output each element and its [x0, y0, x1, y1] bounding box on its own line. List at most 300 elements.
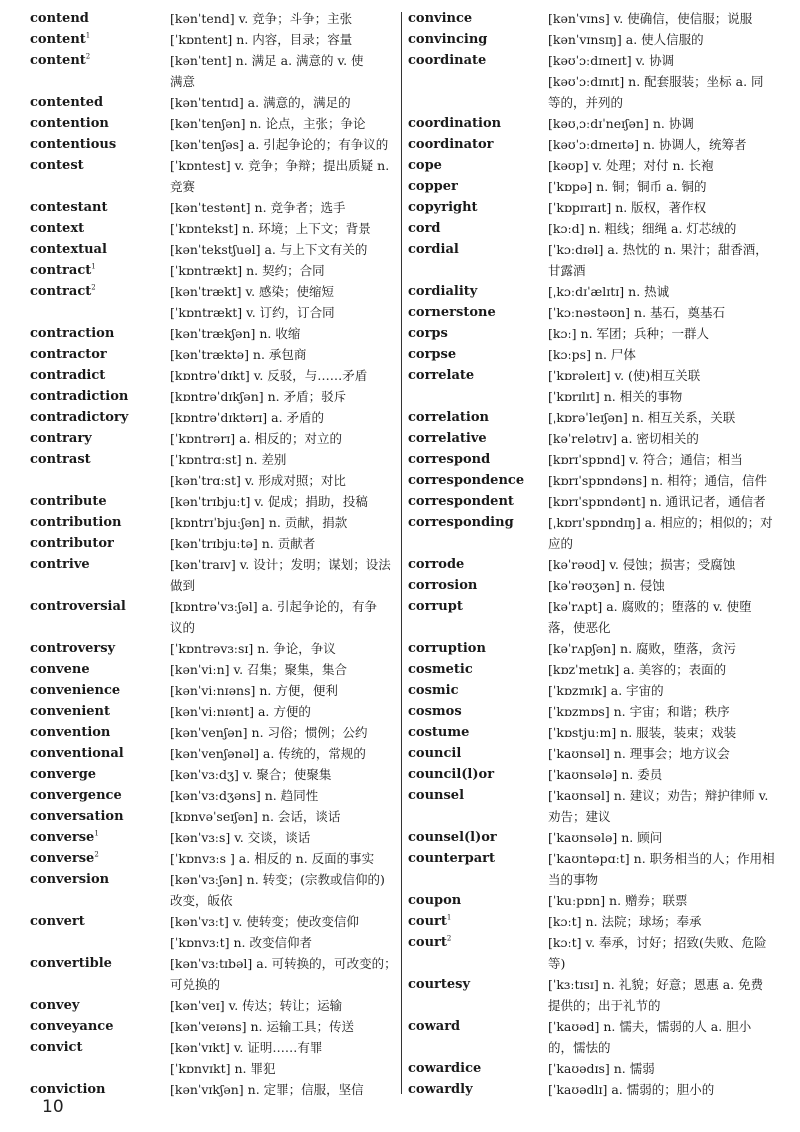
dictionary-entry — [30, 1016, 394, 1037]
headword-text: converse — [30, 851, 95, 866]
dictionary-entry — [408, 596, 772, 638]
definition-line: [kɒrɪˈspɒndənt] n. 通讯记者，通信者 — [548, 494, 766, 509]
headword — [408, 785, 548, 806]
headword-text: counterpart — [408, 851, 495, 866]
definition — [170, 743, 394, 764]
definition — [548, 1016, 772, 1058]
headword-text: contextual — [30, 242, 107, 257]
definition — [548, 50, 772, 113]
definition — [548, 785, 772, 827]
headword-text: controversial — [30, 599, 126, 614]
headword-text: contend — [30, 11, 89, 26]
headword — [408, 848, 548, 869]
definition-line: [kəˈrelətɪv] a. 密切相关的 — [548, 431, 699, 446]
headword — [408, 281, 548, 302]
definition-line: [kənˈvɜːs] v. 交谈，谈话 — [170, 830, 311, 845]
definition-line: [ˈkaʊnsəl] n. 理事会；地方议会 — [548, 746, 730, 761]
dictionary-entry — [408, 827, 772, 848]
definition — [170, 8, 394, 29]
dictionary-entry — [30, 239, 394, 260]
headword — [30, 197, 170, 218]
headword-text: contradictory — [30, 410, 129, 425]
definition — [170, 386, 394, 407]
headword — [408, 134, 548, 155]
headword — [30, 8, 170, 29]
definition — [548, 827, 772, 848]
definition — [548, 680, 772, 701]
definition — [548, 323, 772, 344]
headword-text: corrode — [408, 557, 465, 572]
definition — [548, 197, 772, 218]
definition — [170, 953, 397, 995]
definition-line: [ˈkɒntent] n. 内容，目录；容量 — [170, 32, 353, 47]
definition-line: [ˈkɒntrækt] n. 契约；合同 — [170, 263, 325, 278]
dictionary-entry — [408, 428, 772, 449]
headword-text: coward — [408, 1019, 461, 1034]
definition-line: [ˈkɒnvɜːs ] a. 相反的 n. 反面的事实 — [170, 851, 375, 866]
dictionary-entry — [30, 995, 394, 1016]
definition-line: [kəʊˈɔːdɪneɪtə] n. 协调人，统筹者 — [548, 137, 747, 152]
left-column — [30, 8, 397, 1100]
definition-line: 满意 — [170, 74, 196, 89]
dictionary-entry — [408, 8, 772, 29]
headword-text: contented — [30, 95, 104, 110]
headword — [408, 407, 548, 428]
dictionary-entry — [30, 680, 394, 701]
dictionary-entry — [408, 470, 772, 491]
definition-line: [ˈkɒpɪraɪt] n. 版权，著作权 — [548, 200, 707, 215]
definition-line: [ˈkɔːnəstəʊn] n. 基石，奠基石 — [548, 305, 726, 320]
headword-text: correlative — [408, 431, 487, 446]
headword — [408, 302, 548, 323]
dictionary-entry — [30, 764, 394, 785]
dictionary-entry — [30, 953, 397, 995]
definition-line: 甘露酒 — [548, 263, 586, 278]
dictionary-entry — [30, 323, 394, 344]
definition-line: [ˈkɔːdɪəl] a. 热忱的 n. 果汁；甜香酒， — [548, 242, 768, 257]
definition — [170, 50, 394, 92]
dictionary-entry — [408, 554, 772, 575]
definition — [548, 638, 772, 659]
dictionary-entry — [30, 134, 394, 155]
definition-line: [kənˈvɪkt] v. 证明……有罪 — [170, 1040, 323, 1055]
definition — [548, 218, 772, 239]
headword — [30, 491, 170, 512]
dictionary-entry — [408, 218, 772, 239]
headword — [30, 1016, 170, 1037]
headword — [30, 806, 170, 827]
headword — [408, 512, 548, 533]
headword — [408, 365, 548, 386]
headword — [408, 554, 548, 575]
definition — [548, 449, 772, 470]
definition — [548, 29, 772, 50]
headword — [30, 428, 170, 449]
dictionary-entry — [408, 701, 772, 722]
definition-line: 劝告；建议 — [548, 809, 611, 824]
headword-text: cordiality — [408, 284, 478, 299]
definition-line: [kəʊp] v. 处理；对付 n. 长袍 — [548, 158, 714, 173]
headword — [30, 785, 170, 806]
dictionary-entry — [408, 743, 772, 764]
dictionary-entry — [408, 197, 772, 218]
dictionary-entry — [408, 659, 772, 680]
headword-text: convenient — [30, 704, 110, 719]
definition-line: [kɒnvəˈseɪʃən] n. 会话，谈话 — [170, 809, 341, 824]
headword — [408, 29, 548, 50]
definition-line: [ˈkɒntest] v. 竞争；争辩；提出质疑 n. — [170, 158, 390, 173]
headword — [408, 50, 548, 71]
definition-line: [kənˈtentɪd] a. 满意的，满足的 — [170, 95, 351, 110]
definition-line: [ˈkaʊnsələ] n. 顾问 — [548, 830, 663, 845]
homonym-number: 1 — [94, 829, 99, 838]
right-column — [408, 8, 775, 1100]
definition-line: [ˈkaʊəd] n. 懦夫，懦弱的人 a. 胆小 — [548, 1019, 752, 1034]
definition-line: [kəˈrʌpʃən] n. 腐败，堕落，贪污 — [548, 641, 737, 656]
headword-text: conversation — [30, 809, 124, 824]
definition — [170, 785, 394, 806]
dictionary-entry — [30, 29, 394, 50]
definition-line: [kəʊˈɔːdɪnɪt] n. 配套服装；坐标 a. 同 — [548, 74, 764, 89]
definition-line: [kəˈrʌpt] a. 腐败的；堕落的 v. 使堕 — [548, 599, 752, 614]
definition-line: [ˈkɒstjuːm] n. 服装，装束；戏装 — [548, 725, 737, 740]
dictionary-entry — [408, 764, 772, 785]
dictionary-entry — [30, 827, 394, 848]
definition-line: [kənˈvɪkʃən] n. 定罪；信服，坚信 — [170, 1082, 364, 1097]
definition-line: [ˈkɒzmɪk] a. 宇宙的 — [548, 683, 664, 698]
headword — [408, 491, 548, 512]
definition — [170, 407, 394, 428]
definition — [548, 554, 772, 575]
headword-text: contribute — [30, 494, 107, 509]
dictionary-entry — [30, 638, 394, 659]
headword — [408, 827, 548, 848]
headword — [30, 764, 170, 785]
headword — [30, 512, 170, 533]
dictionary-entry — [30, 512, 394, 533]
homonym-number: 2 — [446, 934, 452, 943]
headword — [408, 239, 548, 260]
homonym-number: 2 — [94, 850, 99, 859]
definition — [548, 722, 772, 743]
headword — [30, 344, 170, 365]
definition — [170, 134, 394, 155]
definition — [170, 155, 394, 197]
definition — [170, 638, 394, 659]
dictionary-entry — [408, 848, 775, 890]
dictionary-entry — [30, 386, 394, 407]
headword — [408, 701, 548, 722]
headword — [30, 638, 170, 659]
headword-text: contradiction — [30, 389, 129, 404]
definition-line: 竞赛 — [170, 179, 196, 194]
headword-text: court — [408, 914, 447, 929]
dictionary-entry — [30, 701, 394, 722]
definition-line: [ˌkɒrɪˈspɒndɪŋ] a. 相应的；相似的；对 — [548, 515, 773, 530]
headword-text: contentious — [30, 137, 117, 152]
dictionary-entry — [30, 785, 394, 806]
headword-text: contraction — [30, 326, 115, 341]
headword-text: copper — [408, 179, 458, 194]
definition — [170, 596, 394, 638]
definition-line: [ˈkɒnvɪkt] n. 罪犯 — [170, 1061, 276, 1076]
definition-line: [kənˈtræktə] n. 承包商 — [170, 347, 307, 362]
headword-text: contrive — [30, 557, 90, 572]
headword — [408, 659, 548, 680]
definition — [170, 1079, 394, 1100]
dictionary-entry — [408, 932, 772, 974]
dictionary-entry — [408, 407, 772, 428]
definition — [548, 1079, 772, 1100]
headword — [408, 113, 548, 134]
definition — [170, 701, 394, 722]
homonym-number: 2 — [91, 283, 96, 292]
dictionary-entry — [30, 407, 394, 428]
dictionary-entry — [30, 449, 394, 491]
headword — [30, 533, 170, 554]
page-number: 10 — [42, 1097, 64, 1117]
dictionary-entry — [408, 50, 772, 113]
headword — [30, 596, 170, 617]
definition-line: [ˈkɒzmɒs] n. 宇宙；和谐；秩序 — [548, 704, 730, 719]
definition — [548, 974, 772, 1016]
headword-text: corrosion — [408, 578, 478, 593]
headword — [408, 932, 548, 953]
dictionary-entry — [30, 554, 394, 596]
definition-line: [kɒrɪˈspɒnd] v. 符合；通信；相当 — [548, 452, 743, 467]
dictionary-entry — [30, 743, 394, 764]
definition-line: 可兑换的 — [170, 977, 221, 992]
definition-line: [kənˈviːn] v. 召集；聚集，集合 — [170, 662, 348, 677]
definition — [548, 239, 772, 281]
definition — [170, 869, 394, 911]
definition-line: [kənˈtrɪbjuːtə] n. 贡献者 — [170, 536, 316, 551]
headword — [30, 659, 170, 680]
definition-line: [kənˈvɜːʃən] n. 转变；(宗教或信仰的) — [170, 872, 385, 887]
headword-text: contestant — [30, 200, 108, 215]
definition-line: 应的 — [548, 536, 574, 551]
definition — [170, 722, 394, 743]
definition — [548, 659, 772, 680]
definition-line: [kənˈtekstʃuəl] a. 与上下文有关的 — [170, 242, 368, 257]
headword-text: converge — [30, 767, 97, 782]
dictionary-entry — [30, 365, 394, 386]
headword — [30, 281, 170, 302]
definition — [548, 155, 772, 176]
headword-text: copyright — [408, 200, 478, 215]
definition-line: [kɒntrəˈdɪktərɪ] a. 矛盾的 — [170, 410, 325, 425]
headword-text: corrupt — [408, 599, 463, 614]
headword-text: cosmetic — [408, 662, 473, 677]
definition — [548, 743, 772, 764]
definition-line: 的，懦怯的 — [548, 1040, 611, 1055]
dictionary-entry — [408, 1016, 772, 1058]
dictionary-entry — [408, 512, 772, 554]
definition — [170, 827, 394, 848]
dictionary-entry — [408, 134, 772, 155]
definition-line: [kənˈvenʃənəl] a. 传统的，常规的 — [170, 746, 366, 761]
definition — [548, 428, 772, 449]
headword — [30, 743, 170, 764]
definition-line: [kɔːd] n. 粗线；细绳 a. 灯芯绒的 — [548, 221, 737, 236]
definition-line: [kənˈtrækt] v. 感染；使缩短 — [170, 284, 335, 299]
headword-text: coordination — [408, 116, 502, 131]
headword-text: contribution — [30, 515, 122, 530]
headword-text: convertible — [30, 956, 112, 971]
definition — [170, 323, 394, 344]
definition-line: [kɒntrəˈdɪkʃən] n. 矛盾；驳斥 — [170, 389, 347, 404]
headword — [408, 470, 548, 491]
headword — [30, 113, 170, 134]
definition — [548, 281, 772, 302]
homonym-number: 2 — [85, 52, 91, 61]
dictionary-entry — [408, 239, 772, 281]
definition — [548, 512, 773, 554]
dictionary-entry — [30, 428, 394, 449]
headword-text: content — [30, 32, 86, 47]
definition-line: [ˈkɒrəleɪt] v. (使)相互关联 — [548, 368, 701, 383]
column-divider — [401, 12, 402, 1094]
definition-line: [kɔːt] n. 法院；球场；奉承 — [548, 914, 702, 929]
headword — [30, 134, 170, 155]
dictionary-entry — [30, 848, 394, 869]
definition-line: [kənˈviːnɪənt] a. 方便的 — [170, 704, 311, 719]
headword-text: cordial — [408, 242, 459, 257]
dictionary-entry — [30, 1037, 394, 1079]
definition-line: [kənˈtrɑːst] v. 形成对照；对比 — [170, 473, 346, 488]
dictionary-entry — [408, 785, 772, 827]
definition — [548, 596, 772, 638]
headword — [408, 890, 548, 911]
headword-text: contradict — [30, 368, 106, 383]
definition — [548, 134, 772, 155]
definition-line: [kənˈvɪnsɪŋ] a. 使人信服的 — [548, 32, 704, 47]
headword — [30, 260, 170, 281]
headword-text: controversy — [30, 641, 116, 656]
definition-line: 落，使恶化 — [548, 620, 611, 635]
headword-text: cowardly — [408, 1082, 473, 1097]
definition-line: [ˌkɔːdɪˈælɪtɪ] n. 热诚 — [548, 284, 670, 299]
headword-text: correspondence — [408, 473, 525, 488]
dictionary-entry — [408, 680, 772, 701]
definition-line: [kɔːt] v. 奉承，讨好；招致(失败、危险 — [548, 935, 767, 950]
definition-line: [kənˈtenʃən] n. 论点，主张；争论 — [170, 116, 366, 131]
headword — [408, 8, 548, 29]
headword-text: contention — [30, 116, 109, 131]
definition-line: [kənˈtenʃəs] a. 引起争论的；有争议的 — [170, 137, 389, 152]
definition-line: [kənˈvɜːdʒəns] n. 趋同性 — [170, 788, 319, 803]
headword — [30, 386, 170, 407]
headword-text: court — [408, 935, 447, 950]
dictionary-entry — [408, 575, 772, 596]
dictionary-entry — [30, 596, 394, 638]
headword — [30, 92, 170, 113]
dictionary-entry — [408, 491, 772, 512]
dictionary-entry — [30, 92, 394, 113]
headword-text: corruption — [408, 641, 486, 656]
definition-line: [ˈkaʊnsəl] n. 建议；劝告；辩护律师 v. — [548, 788, 769, 803]
dictionary-entry — [30, 806, 394, 827]
definition-line: [kənˈveɪ] v. 传达；转让；运输 — [170, 998, 343, 1013]
headword-text: corps — [408, 326, 448, 341]
headword — [408, 974, 548, 995]
definition-line: [kɔː] n. 军团；兵种；一群人 — [548, 326, 710, 341]
definition-line: [kɔːps] n. 尸体 — [548, 347, 636, 362]
headword-text: context — [30, 221, 85, 236]
definition-line: [kənˈvɪns] v. 使确信，使信服；说服 — [548, 11, 753, 26]
dictionary-entry — [408, 176, 772, 197]
headword-text: correspondent — [408, 494, 514, 509]
dictionary-entry — [30, 491, 394, 512]
definition — [548, 701, 772, 722]
dictionary-entry — [30, 533, 394, 554]
headword-text: correspond — [408, 452, 491, 467]
definition — [170, 911, 394, 953]
definition — [170, 680, 394, 701]
definition-line: 提供的；出于礼节的 — [548, 998, 661, 1013]
definition-line: [kɒntrəˈvɜːʃəl] a. 引起争论的，有争 — [170, 599, 378, 614]
dictionary-entry — [30, 155, 394, 197]
definition — [170, 1037, 394, 1079]
headword-text: convergence — [30, 788, 122, 803]
dictionary-entry — [30, 911, 394, 953]
definition — [170, 554, 394, 596]
dictionary-entry — [408, 974, 772, 1016]
headword-text: counsel — [408, 788, 465, 803]
dictionary-entry — [408, 113, 772, 134]
definition — [170, 197, 394, 218]
headword — [408, 1058, 548, 1079]
definition-line: [ˈkaʊntəpɑːt] n. 职务相当的人；作用相 — [548, 851, 775, 866]
definition — [548, 764, 772, 785]
headword-text: costume — [408, 725, 470, 740]
definition-line: [kənˈvɜːt] v. 使转变；使改变信仰 — [170, 914, 359, 929]
headword-text: convention — [30, 725, 111, 740]
definition-line: [ˈkɒntrækt] v. 订约，订合同 — [170, 305, 335, 320]
definition-line: [kənˈtestənt] n. 竞争者；选手 — [170, 200, 346, 215]
headword — [30, 155, 170, 176]
headword-text: convincing — [408, 32, 488, 47]
dictionary-entry — [408, 890, 772, 911]
headword-text: cornerstone — [408, 305, 496, 320]
definition — [548, 407, 772, 428]
definition-line: 改变，皈依 — [170, 893, 233, 908]
dictionary-entry — [408, 449, 772, 470]
dictionary-entry — [30, 659, 394, 680]
definition — [548, 113, 772, 134]
headword — [408, 596, 548, 617]
definition-line: [kənˈvenʃən] n. 习俗；惯例；公约 — [170, 725, 368, 740]
homonym-number: 1 — [85, 31, 91, 40]
headword-text: cosmic — [408, 683, 459, 698]
headword-text: coupon — [408, 893, 462, 908]
headword — [30, 50, 170, 71]
headword — [408, 1016, 548, 1037]
definition-line: [ˈkɒntekst] n. 环境；上下文；背景 — [170, 221, 371, 236]
headword-text: counsel(l)or — [408, 830, 497, 845]
headword-text: coordinator — [408, 137, 494, 152]
definition — [170, 995, 394, 1016]
definition — [548, 365, 772, 407]
headword-text: cowardice — [408, 1061, 482, 1076]
definition — [170, 533, 394, 554]
definition — [548, 932, 772, 974]
headword-text: content — [30, 53, 86, 68]
definition-line: [kɒrɪˈspɒndəns] n. 相符；通信，信件 — [548, 473, 768, 488]
headword — [30, 365, 170, 386]
definition — [548, 176, 772, 197]
headword — [408, 743, 548, 764]
